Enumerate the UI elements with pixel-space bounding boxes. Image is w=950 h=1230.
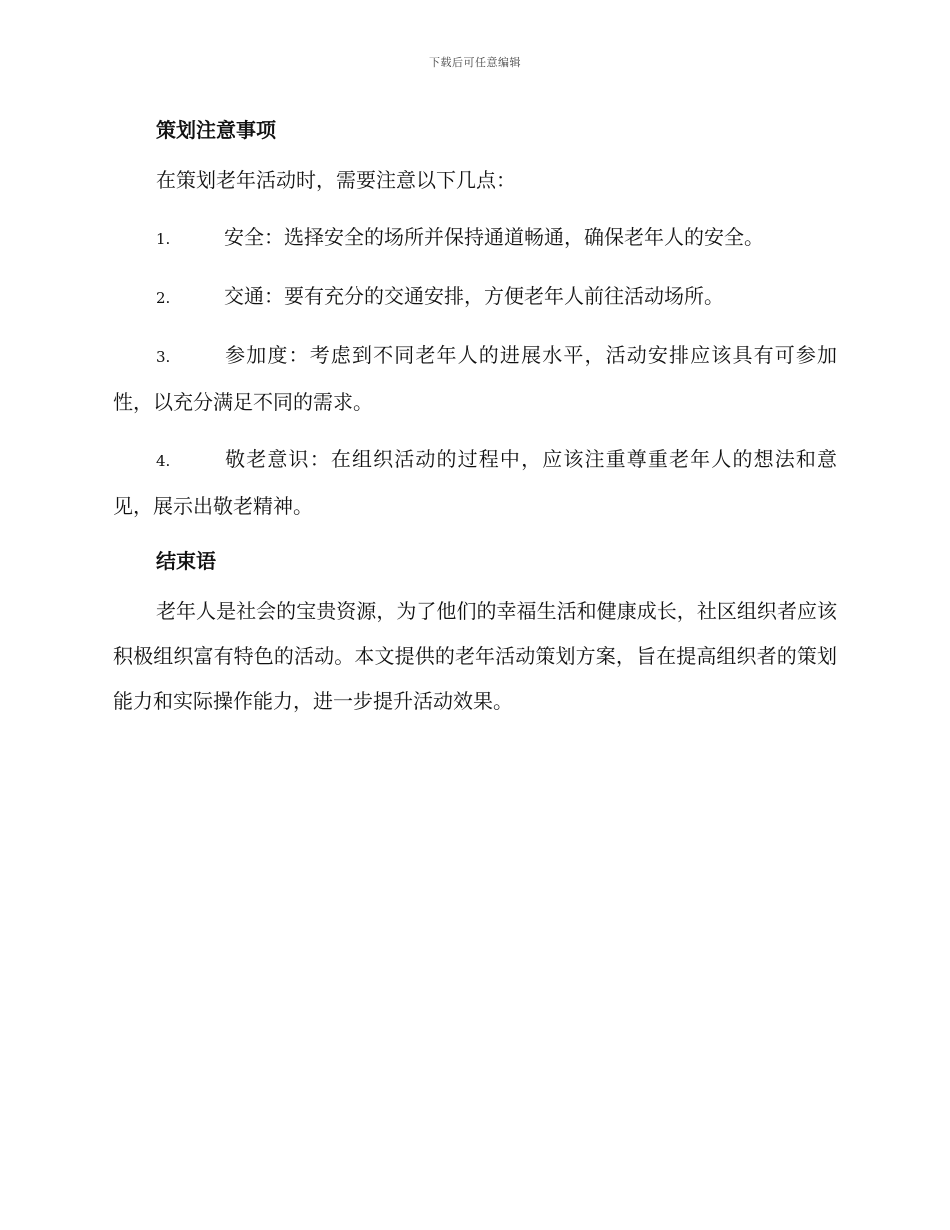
list-number: 3. <box>156 348 171 366</box>
list-text: 参加度：考虑到不同老年人的进展水平，活动安排应该具有可参加性，以充分满足不同的需求。 <box>113 343 837 414</box>
intro-paragraph: 在策划老年活动时，需要注意以下几点： <box>156 168 516 192</box>
list-item <box>113 215 837 262</box>
list-text: 安全：选择安全的场所并保持通道畅通，确保老年人的安全。 <box>224 225 764 249</box>
list-number: 4. <box>156 452 171 470</box>
section-heading-planning-notes: 策划注意事项 <box>156 118 276 142</box>
header-note: 下载后可任意编辑 <box>429 56 521 69</box>
list-number: 1. <box>156 230 171 248</box>
list-text: 敬老意识：在组织活动的过程中，应该注重尊重老年人的想法和意见，展示出敬老精神。 <box>113 447 837 518</box>
conclusion-paragraph: 老年人是社会的宝贵资源，为了他们的幸福生活和健康成长，社区组织者应该积极组织富有特色的活动。本文提供的老年活动策划方案，旨在提高组织者的策划能力和实际操作能力，进一步提升活动效果。 <box>113 599 837 713</box>
list-item <box>113 437 837 529</box>
list-number: 2. <box>156 289 171 307</box>
list-text: 交通：要有充分的交通安排，方便老年人前往活动场所。 <box>224 284 724 308</box>
section-heading-conclusion: 结束语 <box>156 549 216 573</box>
list-item <box>113 274 837 321</box>
list-item <box>113 333 837 425</box>
document-body <box>113 112 837 736</box>
